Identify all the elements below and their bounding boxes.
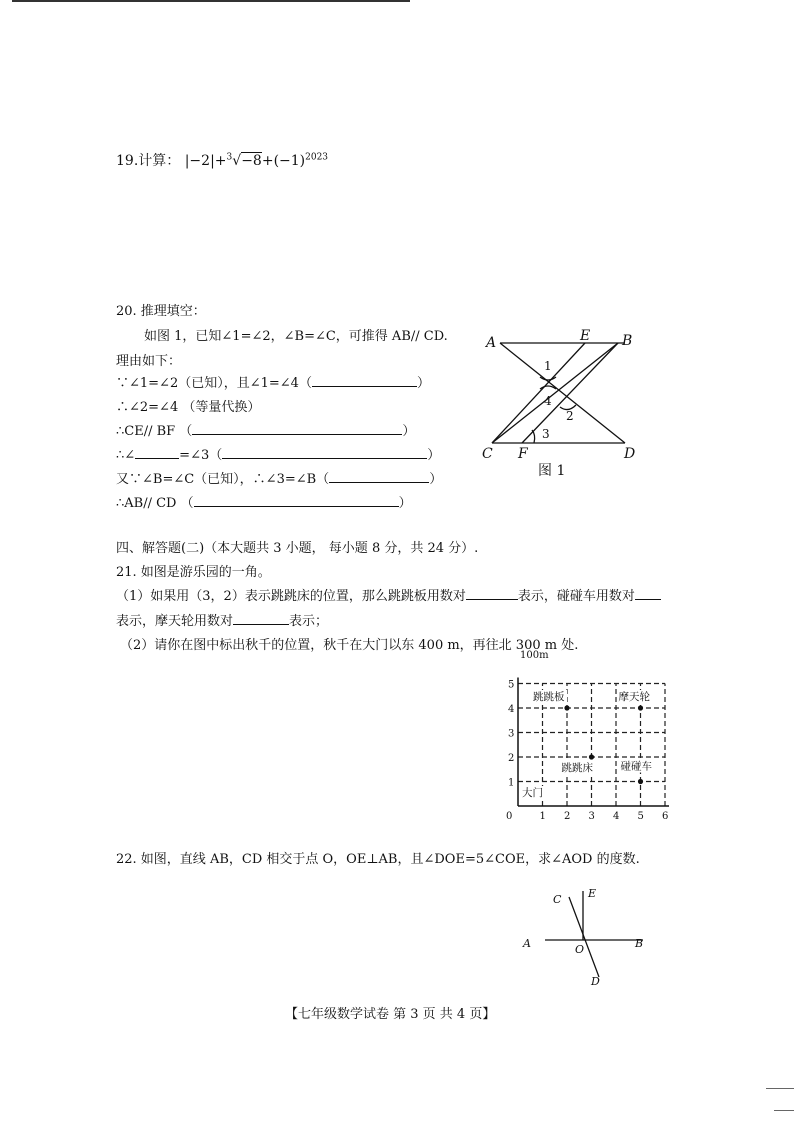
q21-part1-line2 [116,610,328,629]
q20-reason-intro: 理由如下： [116,354,182,369]
q20-line-1-text: ∵∠1=∠2（已知），且∠1=∠4（ [116,376,312,391]
line-cd-22 [569,897,599,977]
q20-line-3-text: ∴CE// BF （ [116,424,193,439]
grid-point [638,705,643,710]
q20-line-1 [116,372,430,391]
q21-part1-line1 [116,585,661,604]
grid-x-tick: 4 [613,811,620,822]
grid-x-tick: 3 [588,811,595,822]
grid-y-tick: 5 [508,679,515,691]
q20-blank-1[interactable] [312,374,417,387]
q19-root-arg: −8 [241,153,262,169]
grid-x-tick: 0 [506,811,513,822]
grid-point-label: 碰碰车 [620,760,652,773]
q22-text: 22. 如图，直线 AB，CD 相交于点 O，OE⊥AB，且∠DOE=5∠COE，求∠AOD 的度数. [116,852,640,867]
q20-line-2-text: ∴∠2=∠4 （等量代换） [116,400,261,415]
grid-point-label: 跳跳板 [533,691,565,703]
q20-line-4 [116,444,440,463]
q20-line-5 [116,468,442,487]
fig22-label-a: A [523,937,531,950]
scan-top-edge [12,0,410,2]
q21-title: 21. 如图是游乐园的一角。 [116,565,271,580]
q20-blank-4[interactable] [222,446,427,459]
grid-point [638,779,643,784]
q20-line-6-text: ∴AB// CD （ [116,496,194,511]
grid-unit-label: 100m [520,650,549,661]
q20-title: 20. 推理填空： [116,304,206,319]
q19-exp: 2023 [305,152,329,163]
q19-plus2: + [261,153,274,169]
q20-line-6 [116,492,412,511]
fig22-label-b: B [635,937,644,950]
q21-p1-c: 表示，摩天轮用数对 [116,614,234,629]
q22-figure [515,885,665,990]
q20-line-4-close: ） [427,448,441,463]
fig22-label-d: D [591,975,600,988]
q19-abs: |−2| [184,153,215,169]
grid-point [564,705,569,710]
scan-artifact-2 [774,1110,794,1111]
q21-grid-map [500,648,680,823]
q19-root-index: 3 [226,152,233,163]
fig1-label-e: E [580,328,591,344]
fig1-angle-4: 4 [544,394,552,408]
grid-y-tick: 4 [508,704,515,715]
grid-y-tick: 1 [508,777,515,789]
line-ad [500,343,625,443]
q19-label: 19.计算： [116,153,181,169]
q20-figure [480,325,650,480]
q20-blank-2[interactable] [192,422,402,435]
q20-line-6-close: ） [398,496,412,511]
section-4-title: 四、解答题(二)（本大题共 3 小题， 每小题 8 分，共 24 分）. [116,541,479,556]
q20-line-3 [116,420,415,439]
q20-line-5-text: 又∵∠B=∠C（已知），∴∠3=∠B（ [116,472,330,487]
grid-point [589,754,594,759]
line-fb [522,343,618,443]
q21-blank-1[interactable] [466,587,518,600]
q20-blank-6[interactable] [194,494,399,507]
fig1-angle-3: 3 [542,427,550,441]
q20-blank-3[interactable] [135,446,179,459]
grid-x-tick: 1 [539,811,546,822]
grid-x-tick: 6 [662,811,669,822]
fig22-label-c: C [553,893,562,906]
q20-line-1-close: ） [416,376,430,391]
q21-p1-b: 表示，碰碰车用数对 [517,589,635,604]
q20-intro: 如图 1，已知∠1=∠2，∠B=∠C，可推得 AB// CD. [144,329,448,344]
fig1-angle-1: 1 [544,359,552,373]
line-cb [492,343,618,443]
page-footer: 【七年级数学试卷 第 3 页 共 4 页】 [285,1007,496,1022]
q19-plus1: + [214,153,227,169]
q20-line-4-mid: =∠3（ [179,448,223,463]
fig22-label-e: E [588,887,597,900]
grid-point-label: 摩天轮 [618,691,650,703]
q21-p1-a: （1）如果用（3，2）表示跳跳床的位置，那么跳跳板用数对 [116,589,466,604]
q20-line-3-close: ） [402,424,416,439]
line-ce [492,343,585,443]
q20-line-2 [116,396,260,415]
q19-paren: (−1) [273,153,306,169]
q20-line-5-close: ） [429,472,443,487]
fig1-caption: 图 1 [538,463,566,479]
fig1-label-c: C [482,446,493,462]
q20-line-4-text: ∴∠ [116,448,136,463]
fig1-label-a: A [486,335,497,351]
q19-root-sign: √ [232,153,242,169]
fig22-label-o: O [575,943,585,956]
grid-y-tick: 3 [508,728,515,740]
grid-point-label: 大门 [522,787,543,799]
q19 [116,150,328,170]
fig1-label-f: F [518,446,528,462]
fig1-label-d: D [624,446,636,462]
fig1-angle-2: 2 [566,409,574,423]
scan-artifact-1 [766,1088,794,1089]
grid-point-label: 跳跳床 [561,762,593,774]
grid-x-tick: 5 [637,811,644,822]
fig1-label-b: B [622,333,633,349]
q21-part2: （2）请你在图中标出秋千的位置，秋千在大门以东 400 m，再往北 300 m 处. [120,638,579,653]
q21-p1-d: 表示； [289,614,329,629]
grid-y-tick: 2 [508,753,515,764]
q21-blank-3[interactable] [233,612,289,625]
grid-x-tick: 2 [564,811,571,822]
q21-blank-2[interactable] [635,587,661,600]
q20-blank-5[interactable] [329,470,429,483]
